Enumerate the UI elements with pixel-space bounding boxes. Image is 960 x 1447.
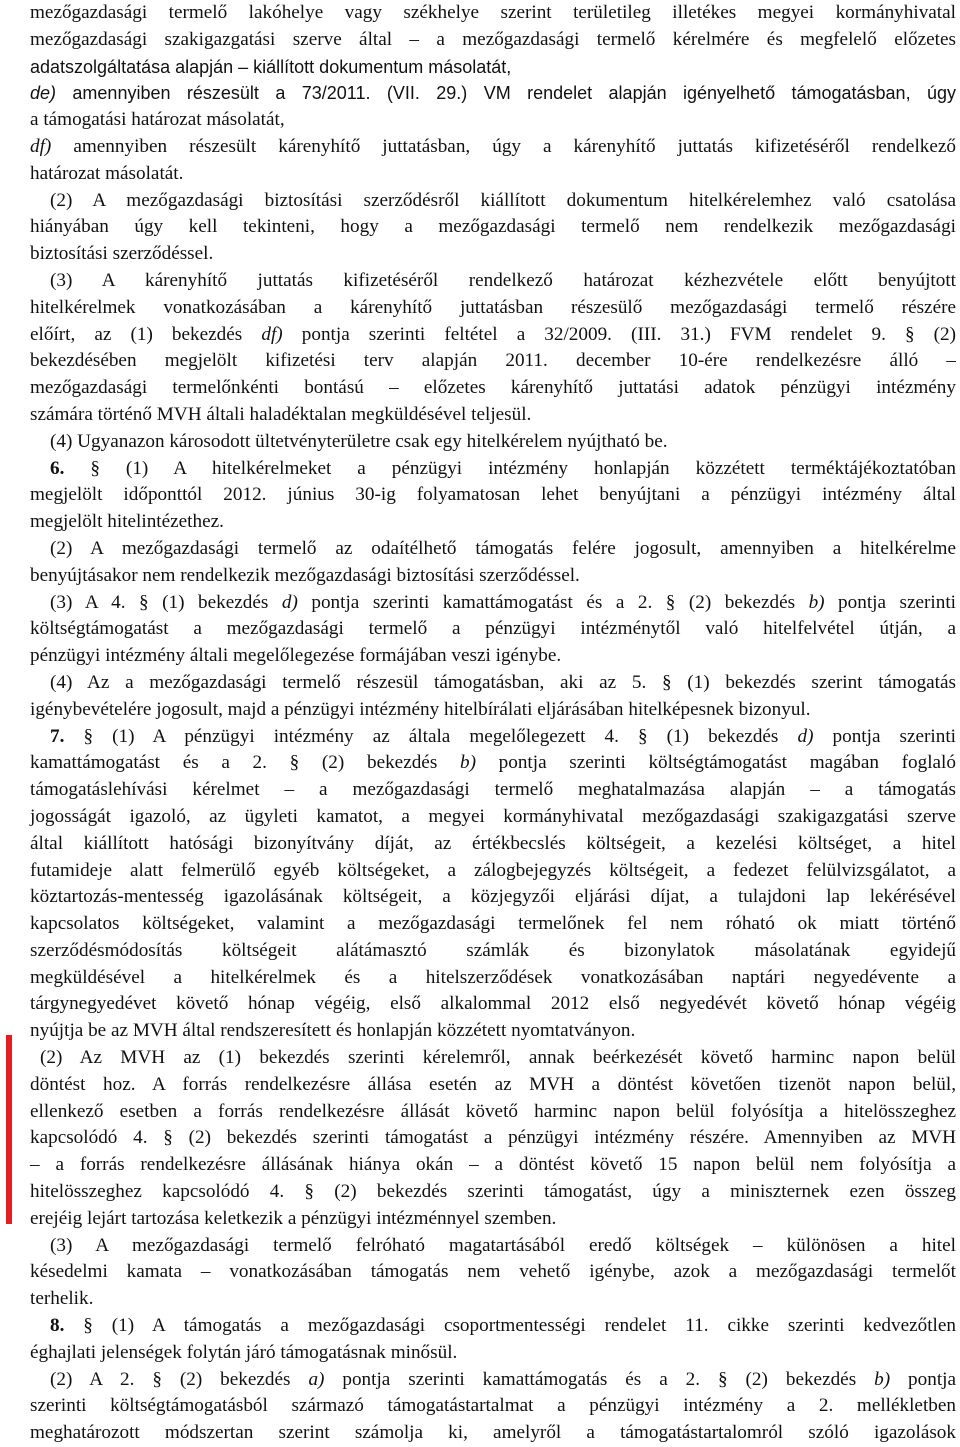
- text-line: – a forrás rendelkezésre állásának hiánya okán – a döntést követő 15 napon belül nem folyósítja a: [30, 1154, 956, 1176]
- text-line: mezőgazdasági termelő lakóhelye vagy székhelye szerint területileg illetékes megyei kormányhivatal: [30, 2, 956, 23]
- text-line: költségtámogatást a mezőgazdasági termelő a pénzügyi intézménytől való hitelfelvétel útján, a: [30, 618, 956, 640]
- text-line: bekezdésében megjelölt kifizetési terv alapján 2011. december 10-ére rendelkezésre álló –: [30, 350, 956, 372]
- text-line: megküldésével a hitelkérelmek és a hitelszerződések vonatkozásában naptári negyedévente a: [30, 966, 956, 988]
- point-reference: df): [261, 323, 283, 345]
- text-line: éghajlati jelenségek folytán járó támogatásnak minősül.: [30, 1341, 458, 1363]
- text-line: megjelölt hitelintézethez.: [30, 511, 224, 533]
- section-number: 8.: [50, 1315, 65, 1337]
- text-line: által kiállított hatósági bizonyítvány díját, az értékbecslés költségeit, a kezelési költséget, a hitel: [30, 832, 956, 854]
- text-line: (3) A kárenyhítő juttatás kifizetéséről rendelkező határozat kézhezvétele előtt benyújtott: [50, 269, 956, 291]
- text-line: (4) Az a mezőgazdasági termelő részesül támogatásban, aki az 5. § (1) bekezdés szerint támogatás: [50, 671, 956, 693]
- point-reference: d): [281, 591, 298, 613]
- text-line: kapcsolódó 4. § (2) bekezdés szerinti támogatást a pénzügyi intézmény részére. Amennyiben az MVH: [30, 1127, 956, 1149]
- text-line: előírt, az (1) bekezdés df) pontja szerinti feltétel a 32/2009. (III. 31.) FVM rendelet 9. § (2): [30, 323, 956, 345]
- point-reference: b): [874, 1368, 891, 1390]
- point-reference: b): [459, 752, 476, 774]
- text-line: kapcsolatos költségeket, valamint a mezőgazdasági termelőnek fel nem róható ok miatt történő: [30, 913, 956, 935]
- text-line: döntést hoz. A forrás rendelkezésre állása esetén az MVH a döntést követően tizenöt napon belül,: [30, 1073, 956, 1095]
- text-line: 6. § (1) A hitelkérelmeket a pénzügyi intézmény honlapján közzétett terméktájékoztatóban: [50, 457, 956, 479]
- text-line: megjelölt időponttól 2012. június 30-ig folyamatosan lehet benyújtani a pénzügyi intézmény által: [30, 484, 956, 506]
- text-line: meghatározott módszertan szerint számolja ki, amelyről a támogatástartalomról szóló igazolások: [30, 1422, 956, 1444]
- text-line: (3) A 4. § (1) bekezdés d) pontja szerinti kamattámogatást és a 2. § (2) bekezdés b) pontja szerinti: [50, 591, 957, 613]
- point-reference: d): [797, 725, 814, 747]
- point-reference: b): [808, 591, 825, 613]
- text-line: kamattámogatást és a 2. § (2) bekezdés b) pontja szerinti költségtámogatást magában foglaló: [30, 752, 956, 774]
- point-reference: df): [30, 135, 52, 157]
- text-line: benyújtásakor nem rendelkezik mezőgazdasági biztosítási szerződéssel.: [30, 564, 580, 586]
- document-page: [30, 0, 956, 1447]
- text-line: határozat másolatát.: [30, 162, 184, 184]
- text-line: (2) A mezőgazdasági biztosítási szerződésről kiállított dokumentum hitelkérelemhez való csatolása: [50, 189, 956, 211]
- text-line: a támogatási határozat másolatát,: [30, 109, 285, 131]
- text-line: tárgynegyedévet követő hónap végéig, első alkalommal 2012 első negyedévét követő hónap végéig: [30, 993, 956, 1015]
- text-line: (2) Az MVH az (1) bekezdés szerinti kérelemről, annak beérkezését követő harminc napon belül: [40, 1047, 956, 1069]
- revision-change-bar: [6, 1035, 12, 1224]
- point-reference: a): [308, 1368, 325, 1390]
- text-line: szerződésmódosítás költségeit alátámasztó számlák és bizonylatok másolatának egyidejű: [30, 939, 956, 961]
- text-line: mezőgazdasági termelőnkénti bontású – előzetes kárenyhítő juttatási adatok pénzügyi intézmény: [30, 377, 956, 399]
- section-number: 7.: [50, 725, 65, 747]
- text-line: 8. § (1) A támogatás a mezőgazdasági csoportmentességi rendelet 11. cikke szerinti kedvezőtlen: [50, 1315, 956, 1337]
- text-line: számára történő MVH általi haladéktalan megküldésével teljesül.: [30, 403, 532, 425]
- text-line: (2) A mezőgazdasági termelő az odaítélhető támogatás felére jogosult, amennyiben a hitelkérelme: [50, 537, 956, 559]
- text-line: hiányában úgy kell tekinteni, hogy a mezőgazdasági termelő nem rendelkezik mezőgazdasági: [30, 216, 956, 238]
- text-line: (4) Ugyanazon károsodott ültetvényterületre csak egy hitelkérelem nyújtható be.: [50, 430, 668, 452]
- text-line: köztartozás-mentesség igazolásának költségeit, a közjegyzői eljárási díjat, a tulajdoni lap lekérésével: [30, 886, 956, 908]
- text-line: de) amennyiben részesült a 73/2011. (VII. 29.) VM rendelet alapján igényelhető támogatásban, úgy: [30, 83, 956, 104]
- text-line: adatszolgáltatása alapján – kiállított dokumentum másolatát,: [30, 56, 512, 77]
- text-line: erejéig lejárt tartozása keletkezik a pénzügyi intézménnyel szemben.: [30, 1207, 557, 1229]
- text-line: hitelösszeghez kapcsolódó 4. § (2) bekezdés szerinti támogatást, úgy a miniszternek ezen összeg: [30, 1181, 956, 1203]
- text-line: ellenkező esetben a forrás rendelkezésre állását követő harminc napon belül folyósítja a hitelösszeghez: [30, 1100, 956, 1122]
- section-number: 6.: [50, 457, 65, 479]
- text-line: terhelik.: [30, 1288, 94, 1310]
- text-line: 7. § (1) A pénzügyi intézmény az általa megelőlegezett 4. § (1) bekezdés d) pontja szerinti: [50, 725, 957, 747]
- text-line: késedelmi kamata – vonatkozásában támogatás nem vehető igénybe, azok a mezőgazdasági termelőt: [30, 1261, 956, 1283]
- text-line: biztosítási szerződéssel.: [30, 243, 214, 265]
- text-line: szerinti költségtámogatásból származó támogatástartalmat a pénzügyi intézmény a 2. mellékletben: [30, 1395, 956, 1417]
- text-line: (3) A mezőgazdasági termelő felróható magatartásából eredő költségek – különösen a hitel: [50, 1234, 956, 1256]
- text-line: jogosságát igazoló, az ügyleti kamatot, a megyei kormányhivatal mezőgazdasági szakigazgatási szerve: [30, 805, 956, 827]
- point-reference: de): [30, 83, 57, 104]
- text-line: futamideje alatt felmerülő egyéb költségeket, a zálogbejegyzés költségeit, a fedezet felülvizsgálatot, a: [30, 859, 956, 881]
- text-line: mezőgazdasági szakigazgatási szerve által – a mezőgazdasági termelő kérelmére és megfelelő előzetes: [30, 28, 956, 50]
- text-line: df) amennyiben részesült kárenyhítő juttatásban, úgy a kárenyhítő juttatás kifizetéséről rendelkező: [30, 135, 956, 157]
- text-line: nyújtja be az MVH által rendszeresített és honlapján közzétett nyomtatványon.: [30, 1020, 636, 1042]
- text-line: pénzügyi intézmény általi megelőlegezése formájában veszi igénybe.: [30, 645, 562, 667]
- text-line: hitelkérelmek vonatkozásában a kárenyhítő juttatásban részesülő mezőgazdasági termelő részére: [30, 296, 956, 318]
- text-line: igénybevételére jogosult, majd a pénzügyi intézmény hitelbírálati eljárásában hitelképesnek bizonyul.: [30, 698, 811, 720]
- text-line: támogatáslehívási kérelmet – a mezőgazdasági termelő meghatalmazása alapján – a támogatás: [30, 779, 956, 801]
- text-line: (2) A 2. § (2) bekezdés a) pontja szerinti kamattámogatás és a 2. § (2) bekezdés b) pontja: [50, 1368, 956, 1390]
